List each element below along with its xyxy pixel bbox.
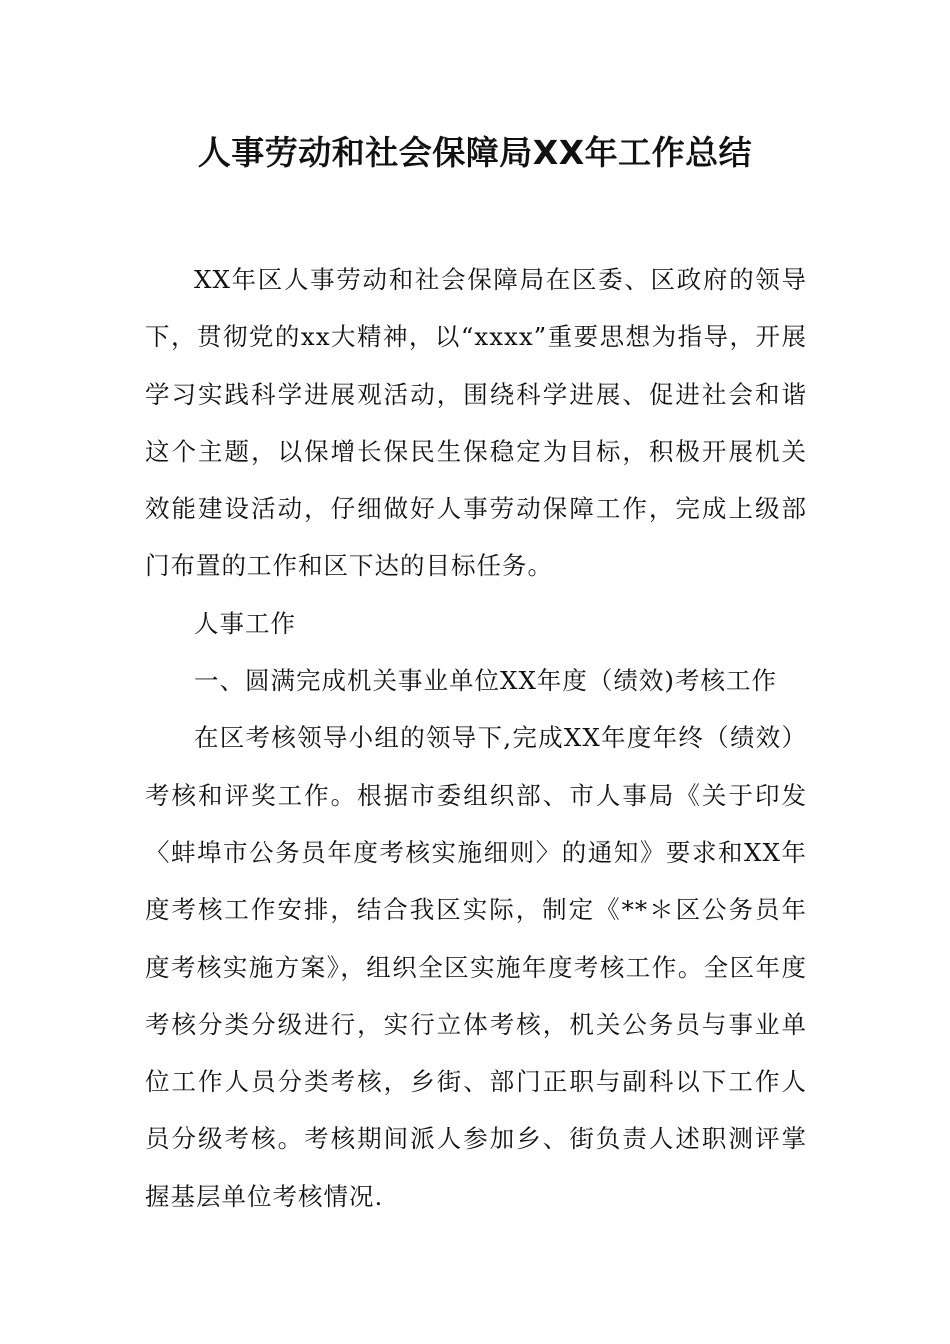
intro-paragraph: XX年区人事劳动和社会保障局在区委、区政府的领导下，贯彻党的xx大精神，以“xxxx”重要思想为指导，开展学习实践科学进展观活动，围绕科学进展、促进社会和谐这个主题，以保增长保民生保稳定为目标，积极开展机关效能建设活动，仔细做好人事劳动保障工作，完成上级部门布置的工作和区下达的目标任务。 [145, 265, 807, 581]
document-title: 人事劳动和社会保障局XX年工作总结 [197, 133, 753, 172]
section-heading-personnel-work: 人事工作 [194, 608, 296, 638]
document-body [145, 251, 807, 1225]
subsection-heading-assessment: 一、圆满完成机关事业单位XX年度（绩效)考核工作 [194, 666, 777, 696]
assessment-paragraph: 在区考核领导小组的领导下,完成XX年度年终（绩效）考核和评奖工作。根据市委组织部、市人事局《关于印发〈蚌埠市公务员年度考核实施细则〉的通知》要求和XX年度考核工作安排，结合我区实际，制定《**＊区公务员年度考核实施方案》，组织全区实施年度考核工作。全区年度考核分类分级进行，实行立体考核，机关公务员与事业单位工作人员分类考核，乡街、部门正职与副科以下工作人员分级考核。考核期间派人参加乡、街负责人述职测评掌握基层单位考核情况. [145, 723, 807, 1211]
